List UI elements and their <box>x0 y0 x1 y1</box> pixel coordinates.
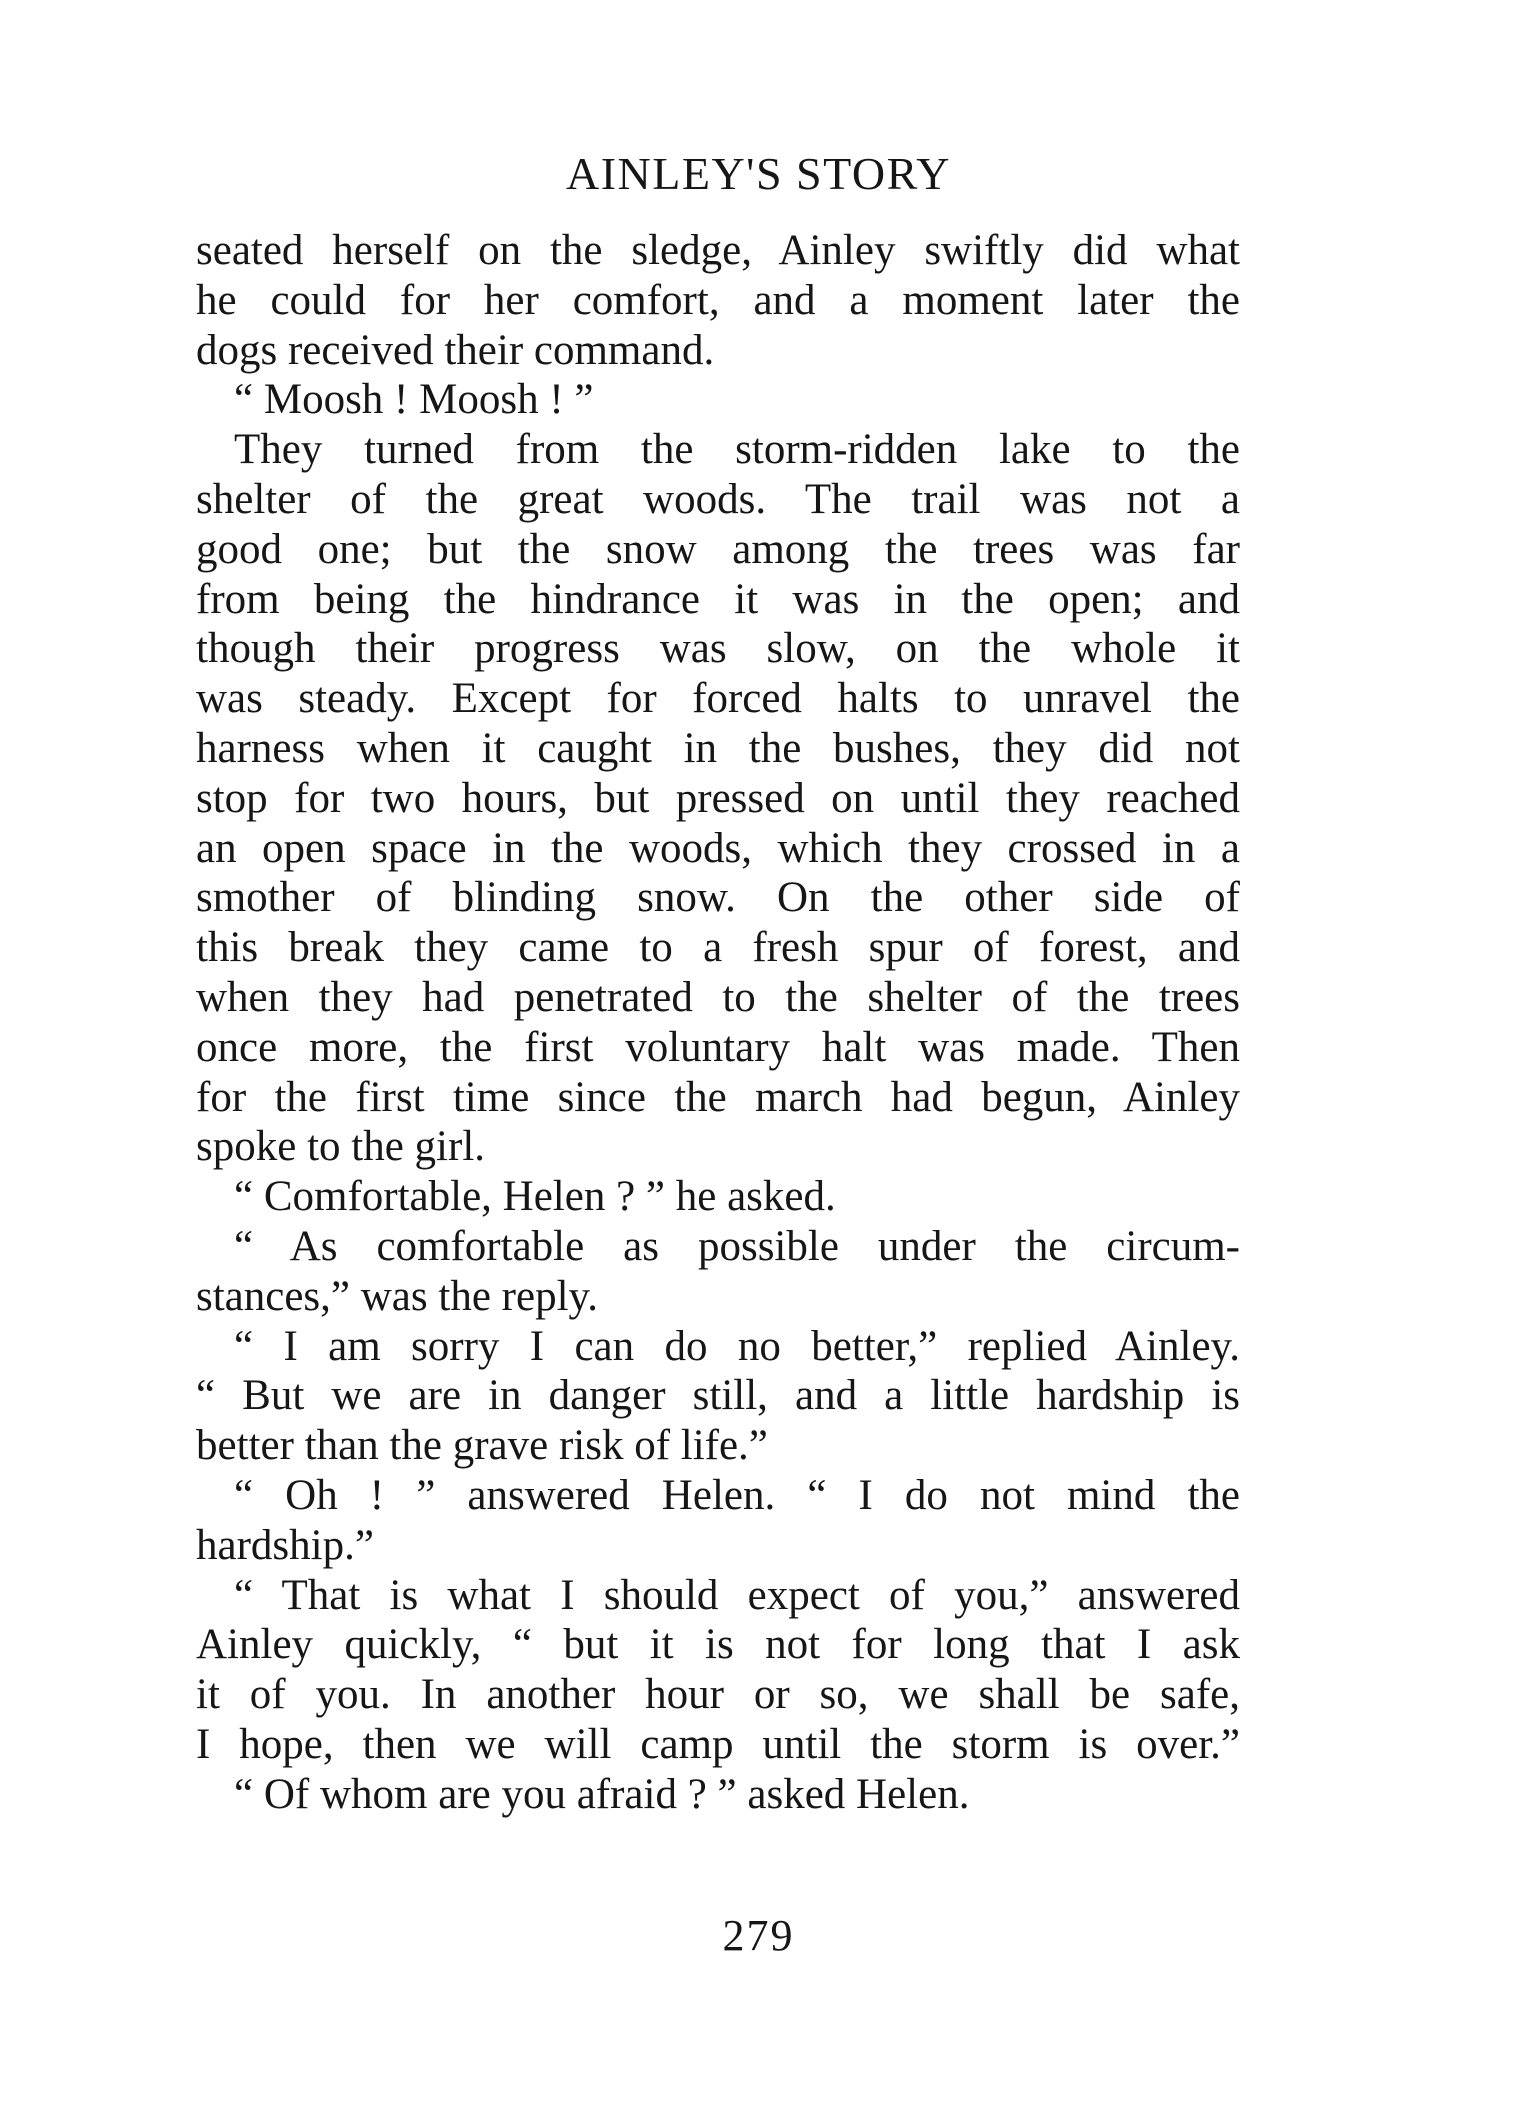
text-line: shelter of the great woods. The trail was not a <box>196 475 1240 523</box>
page-number: 279 <box>722 1911 795 1960</box>
text-line: spoke to the girl. <box>196 1123 486 1171</box>
text-line: “ Comfortable, Helen ? ” he asked. <box>234 1173 836 1221</box>
text-line: “ Oh ! ” answered Helen. “ I do not mind the <box>234 1471 1240 1519</box>
text-line: stances,” was the reply. <box>196 1272 598 1320</box>
text-line: when they had penetrated to the shelter of the trees <box>196 973 1240 1021</box>
text-line: Ainley quickly, “ but it is not for long that I ask <box>196 1621 1240 1669</box>
text-line: an open space in the woods, which they crossed in a <box>196 824 1240 872</box>
text-line: from being the hindrance it was in the open; and <box>196 575 1240 623</box>
text-line: “ That is what I should expect of you,” answered <box>234 1571 1240 1619</box>
text-line: “ Of whom are you afraid ? ” asked Helen. <box>234 1770 970 1818</box>
text-line: it of you. In another hour or so, we shall be safe, <box>196 1671 1240 1719</box>
text-line: this break they came to a fresh spur of forest, and <box>196 924 1240 972</box>
text-line: better than the grave risk of life.” <box>196 1422 768 1470</box>
text-line: once more, the first voluntary halt was made. Then <box>196 1023 1240 1071</box>
text-line: smother of blinding snow. On the other side of <box>196 874 1240 922</box>
text-line: though their progress was slow, on the whole it <box>196 625 1240 673</box>
text-line: dogs received their command. <box>196 326 715 374</box>
running-head: AINLEY'S STORY <box>566 148 951 199</box>
text-line: hardship.” <box>196 1521 374 1569</box>
text-line: They turned from the storm-ridden lake to the <box>234 426 1240 474</box>
text-line: “ But we are in danger still, and a little hardship is <box>196 1372 1240 1420</box>
text-line: stop for two hours, but pressed on until they reached <box>196 774 1240 822</box>
text-line: he could for her comfort, and a moment later the <box>196 276 1240 324</box>
text-line: “ Moosh ! Moosh ! ” <box>234 376 594 424</box>
text-line: “ As comfortable as possible under the circum- <box>234 1222 1240 1270</box>
text-line: for the first time since the march had begun, Ainley <box>196 1073 1240 1121</box>
text-line: “ I am sorry I can do no better,” replied Ainley. <box>234 1322 1240 1370</box>
text-line: I hope, then we will camp until the storm is over.” <box>196 1720 1240 1768</box>
text-line: seated herself on the sledge, Ainley swiftly did what <box>196 227 1240 274</box>
body-text <box>196 226 1240 1820</box>
text-line: harness when it caught in the bushes, they did not <box>196 724 1240 772</box>
text-line: was steady. Except for forced halts to unravel the <box>196 675 1240 723</box>
text-line: good one; but the snow among the trees was far <box>196 525 1240 573</box>
